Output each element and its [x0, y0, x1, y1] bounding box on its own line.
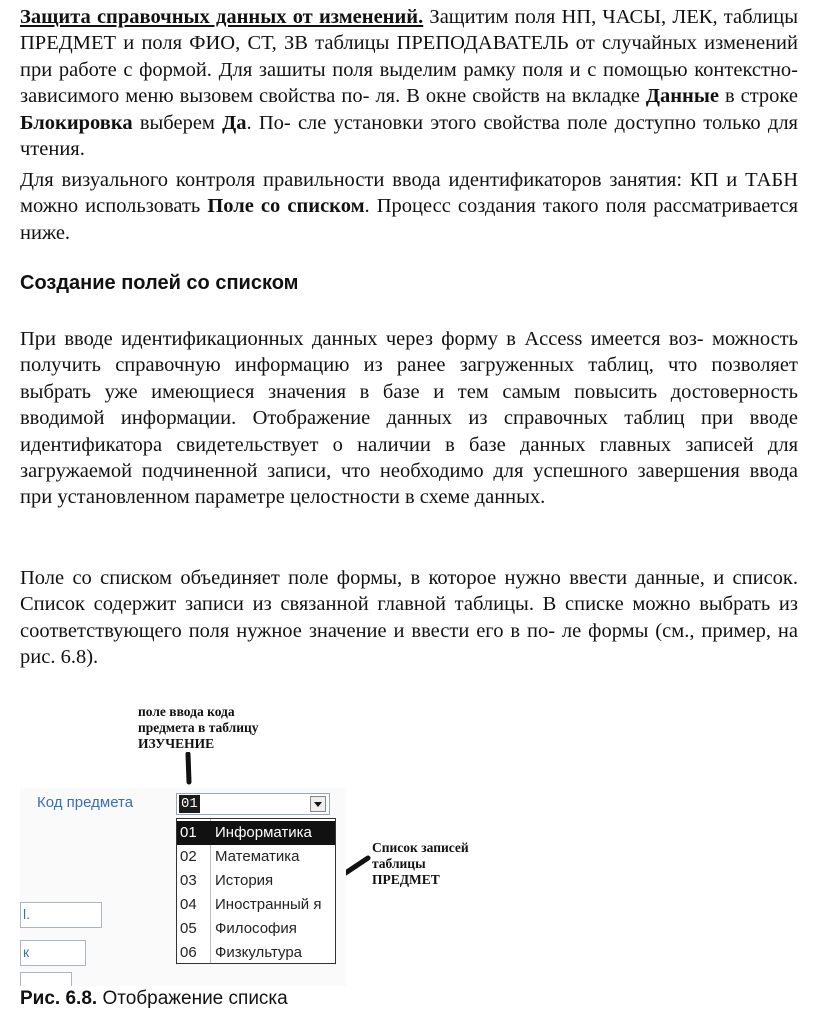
figure-combo-screenshot: [20, 788, 346, 986]
paragraph-identification: При вводе идентификационных данных через форму в Access имеется воз- можность получить справочную информацию из ранее загруженных таблиц, что позволяет выбрать уже имеющиеся значения в базе и тем самым повысить достоверность вводимой информации. Отображение данных из справочных таблиц при вводе идентификатора свидетельствует о наличии в базе данных главных записей для загружаемой подчиненной записи, что необходимо для успешного завершения ввода при установленном параметре целостности в схеме данных.: [20, 328, 798, 509]
paragraph-combo-description: Поле со списком объединяет поле формы, в которое нужно ввести данные, и список. Список содержит записи из связанной главной таблицы. В списке можно выбрать из соответствующего поля нужное значение и ввести его в по- ле формы (см., пример, на рис. 6.8).: [20, 567, 798, 669]
list-item[interactable]: 01 Информатика: [177, 821, 335, 845]
section-heading: Создание полей со списком: [20, 272, 299, 294]
side-text-field-3[interactable]: [20, 972, 72, 986]
list-item[interactable]: 03 История: [180, 872, 274, 889]
combo-value: 01: [181, 796, 198, 812]
field-label-subject-code: Код предмета: [37, 794, 134, 811]
list-item[interactable]: 04 Иностранный я: [180, 896, 322, 913]
arrow-down-icon: [180, 752, 200, 792]
subject-dropdown-list: [176, 818, 336, 964]
paragraph-visual-control: Для визуального контроля правильности ввода идентификаторов занятия: КП и ТАБН можно использовать Поле со списком. Процесс создания такого поля рассматривается ниже.: [20, 169, 799, 244]
subject-code-combobox[interactable]: [176, 793, 330, 815]
figure-caption: Рис. 6.8. Отображение списка: [20, 988, 288, 1009]
list-item[interactable]: 06 Физкультура: [180, 944, 303, 961]
figure-note-input: поле ввода кода предмета в таблицу ИЗУЧЕНИЕ: [138, 704, 259, 751]
side-text-field-1[interactable]: l.: [20, 902, 102, 928]
protection-title: Защита справочных данных от изменений.: [20, 6, 424, 28]
paragraph-protection: Защита справочных данных от изменений. Защитим поля НП, ЧАСЫ, ЛЕК, таблицы ПРЕДМЕТ и поля ФИО, СТ, ЗВ таблицы ПРЕПОДАВАТЕЛЬ от случайных изменений при работе с формой. Для зашиты поля выделим рамку поля и с помощью контекстно-зависимого меню вызовем свойства по- ля. В окне свойств на вкладке Данные в строке Блокировка выберем Да. По- сле установки этого свойства поле доступно только для чтения.: [20, 6, 798, 161]
figure-note-list: Список записей таблицы ПРЕДМЕТ: [372, 840, 469, 887]
chevron-down-icon[interactable]: [310, 796, 326, 812]
list-item[interactable]: 02 Математика: [180, 848, 300, 865]
list-item[interactable]: 05 Философия: [180, 920, 297, 937]
side-text-field-2[interactable]: к: [20, 940, 86, 966]
